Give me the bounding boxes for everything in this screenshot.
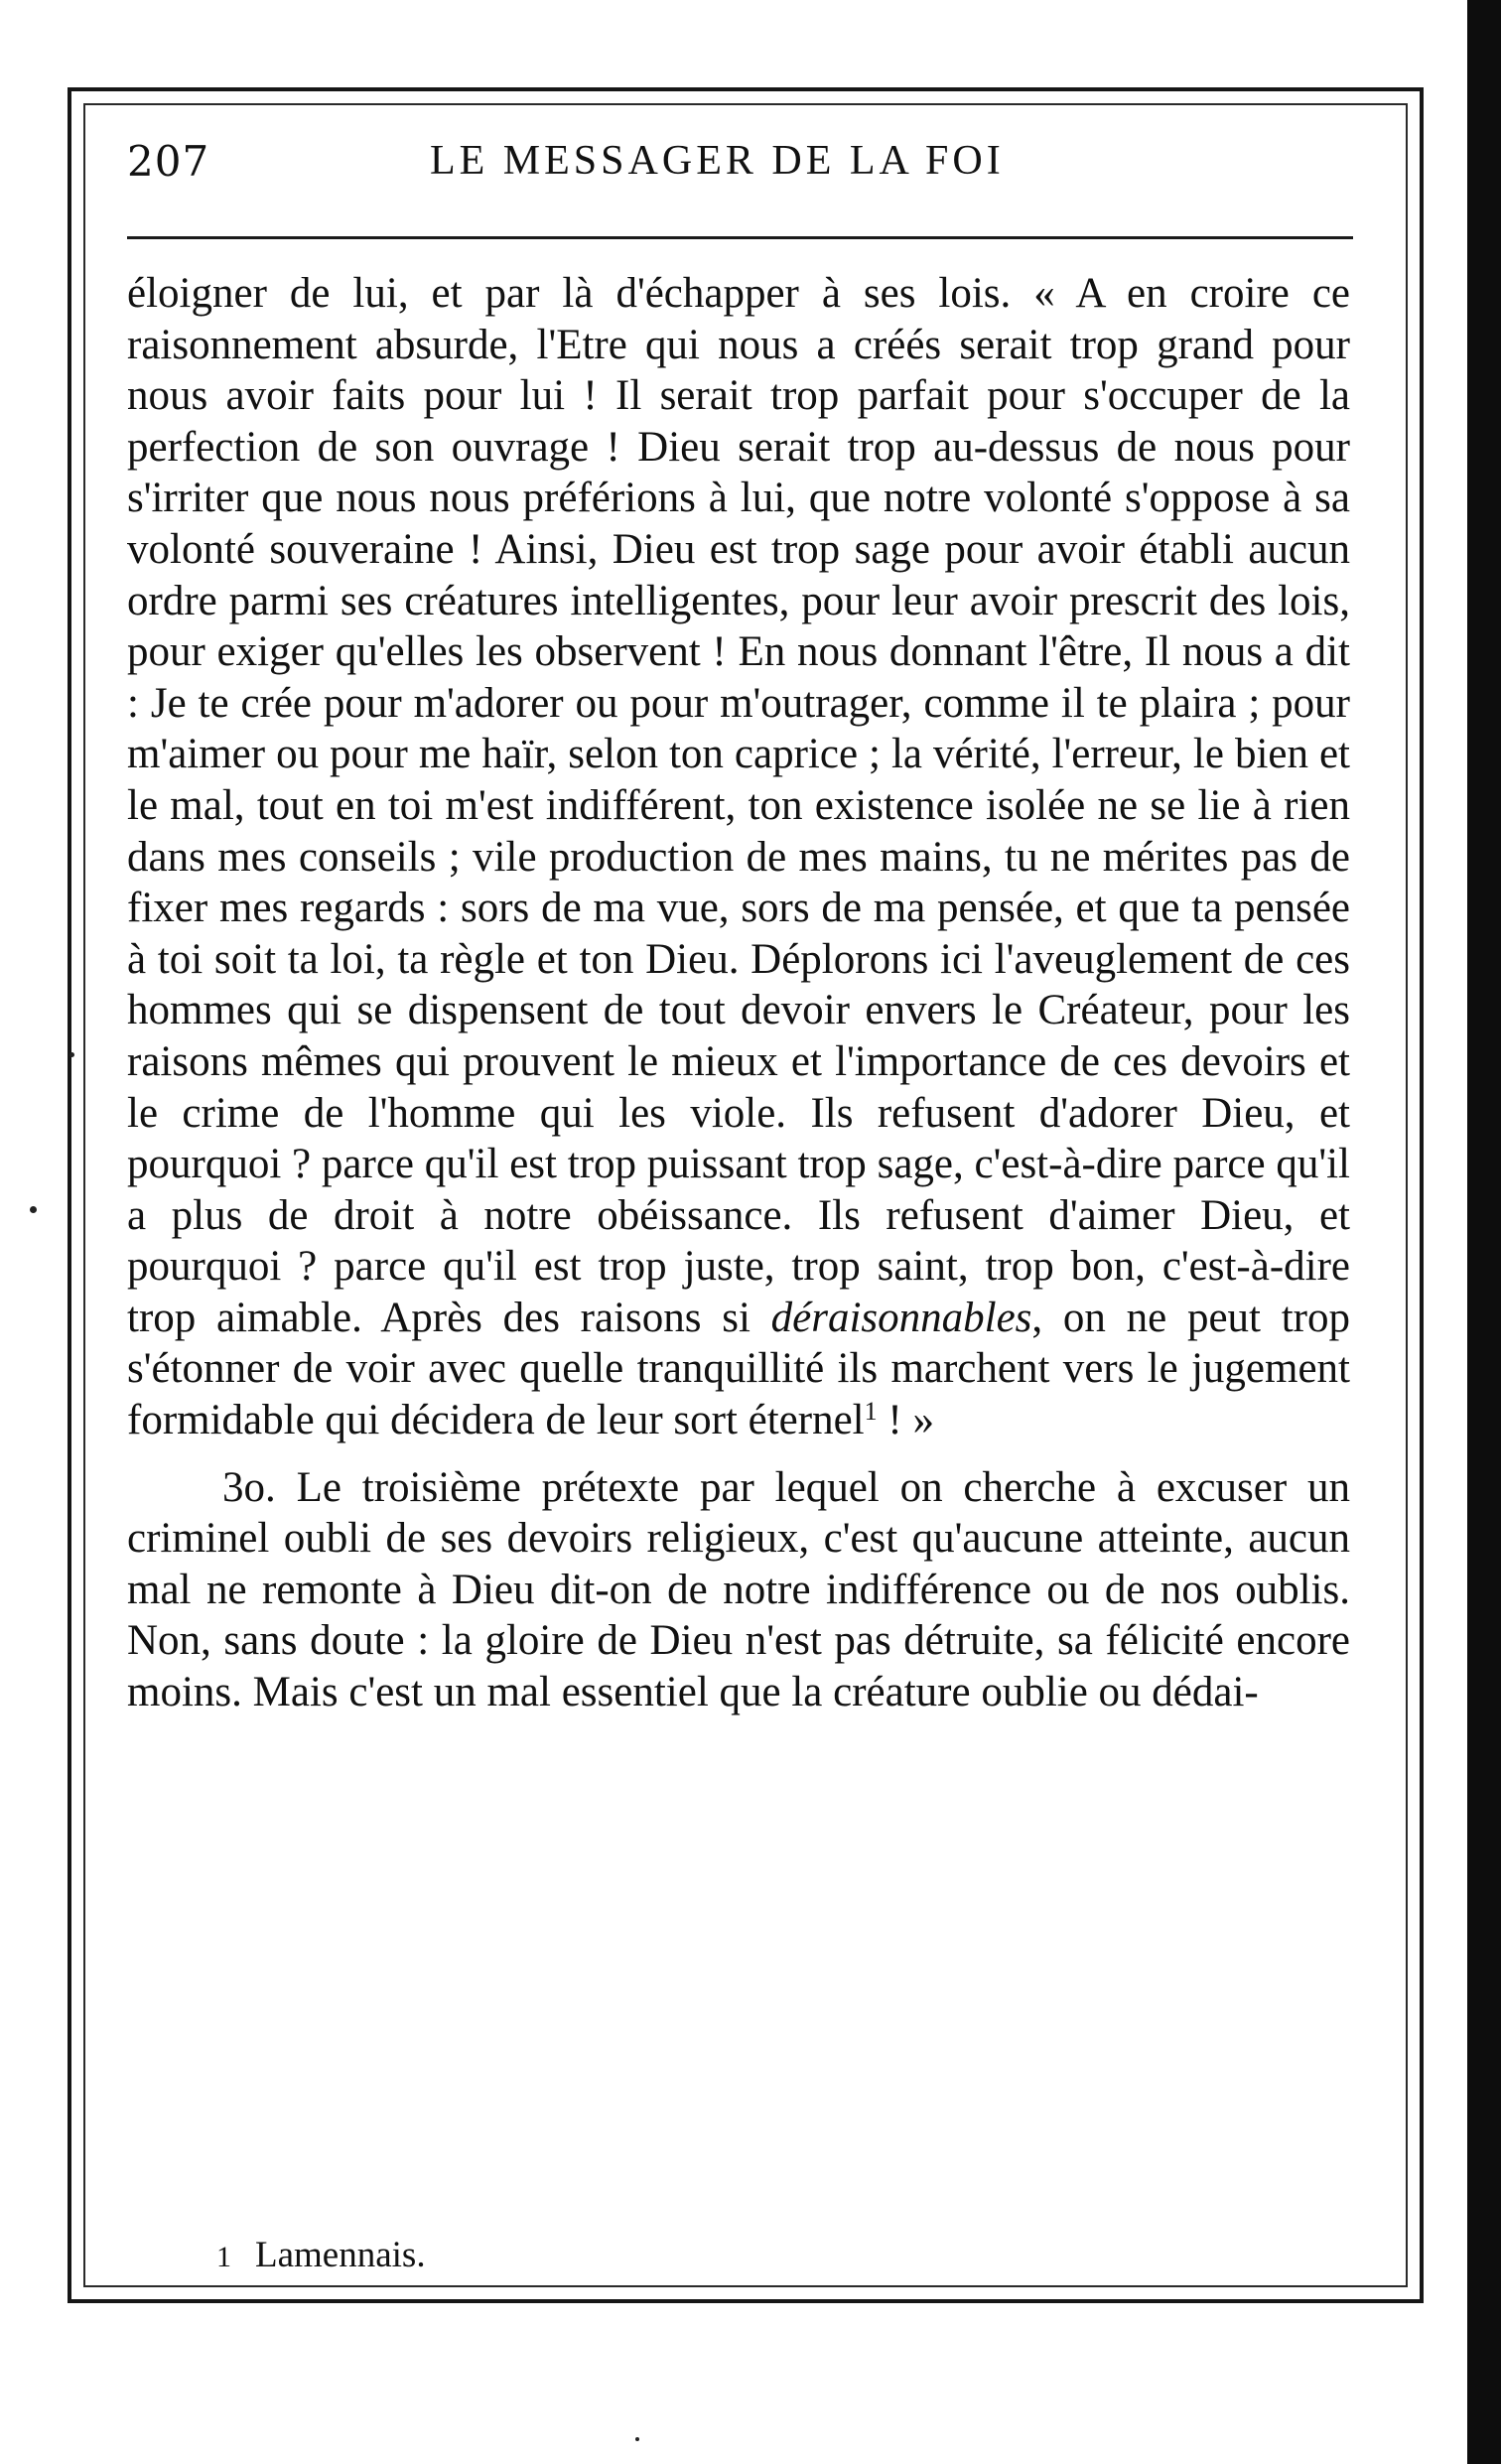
- paragraph-1-text: éloigner de lui, et par là d'échapper à ses lois. « A en croire ce raisonnement absurde, l'Etre qui nous a créés serait trop grand pour nous avoir faits pour lui ! Il serait trop parfait pour s'occuper de la perfection de son ouvrage ! Dieu serait trop au-dessus de nous pour s'irriter que nous nous préférions à lui, que notre volonté s'oppose à sa volonté souveraine ! Ainsi, Dieu est trop sage pour avoir établi aucun ordre parmi ses créatures intelligentes, pour leur avoir prescrit des lois, pour exiger qu'elles les observent ! En nous donnant l'être, Il nous a dit : Je te crée pour m'adorer ou pour m'outrager, comme il te plaira ; pour m'aimer ou pour me haïr, selon ton caprice ; la vérité, l'erreur, le bien et le mal, tout en toi m'est indifférent, ton existence isolée ne se lie à rien dans mes conseils ; vile production de mes mains, tu ne mérites pas de fixer mes regards : sors de ma vue, sors de ma pensée, et que ta pensée à toi soit ta loi, ta règle et ton Dieu. Déplorons ici l'aveuglement de ces hommes qui se dispensent de tout devoir envers le Créateur, pour les raisons mêmes qui prouvent le mieux et l'importance de ces devoirs et le crime de l'homme qui les viole. Ils refusent d'adorer Dieu, et pourquoi ? parce qu'il est trop puissant trop sage, c'est-à-dire parce qu'il a plus de droit à notre obéissance. Ils refusent d'aimer Dieu, et pourquoi ? parce qu'il est trop juste, trop saint, trop bon, c'est-à-dire trop aimable. Après des raisons si: [127, 270, 1350, 1341]
- italic-word: déraisonnables: [770, 1294, 1032, 1341]
- page-number: 207: [127, 137, 210, 186]
- scan-edge: [1467, 0, 1501, 2464]
- paragraph-1-closing: ! »: [877, 1397, 934, 1444]
- running-title: LE MESSAGER DE LA FOI: [430, 138, 1005, 184]
- footnote: [216, 2234, 426, 2276]
- body-text: [127, 268, 1350, 1718]
- ink-speck: [635, 2437, 639, 2441]
- footnote-number: 1: [216, 2241, 231, 2273]
- header-rule: [127, 236, 1353, 239]
- ink-speck: [30, 1206, 37, 1213]
- paragraph-1-text-after: , on ne peut trop s'étonner de voir avec quelle tranquillité ils marchent vers le jugement formidable qui décidera de leur sort éternel: [127, 1294, 1350, 1444]
- paragraph-1: [127, 268, 1350, 1446]
- footnote-text: Lamennais.: [255, 2235, 426, 2275]
- running-header: [127, 137, 1353, 197]
- footnote-reference: 1: [864, 1397, 878, 1427]
- paragraph-2: 3o. Le troisième prétexte par lequel on cherche à excuser un criminel oubli de ses devoirs religieux, c'est qu'aucune atteinte, aucun mal ne remonte à Dieu dit-on de notre indifférence ou de nos oublis. Non, sans doute : la gloire de Dieu n'est pas détruite, sa félicité encore moins. Mais c'est un mal essentiel que la créature oublie ou dédai-: [127, 1463, 1350, 1716]
- ink-speck: [69, 1052, 74, 1057]
